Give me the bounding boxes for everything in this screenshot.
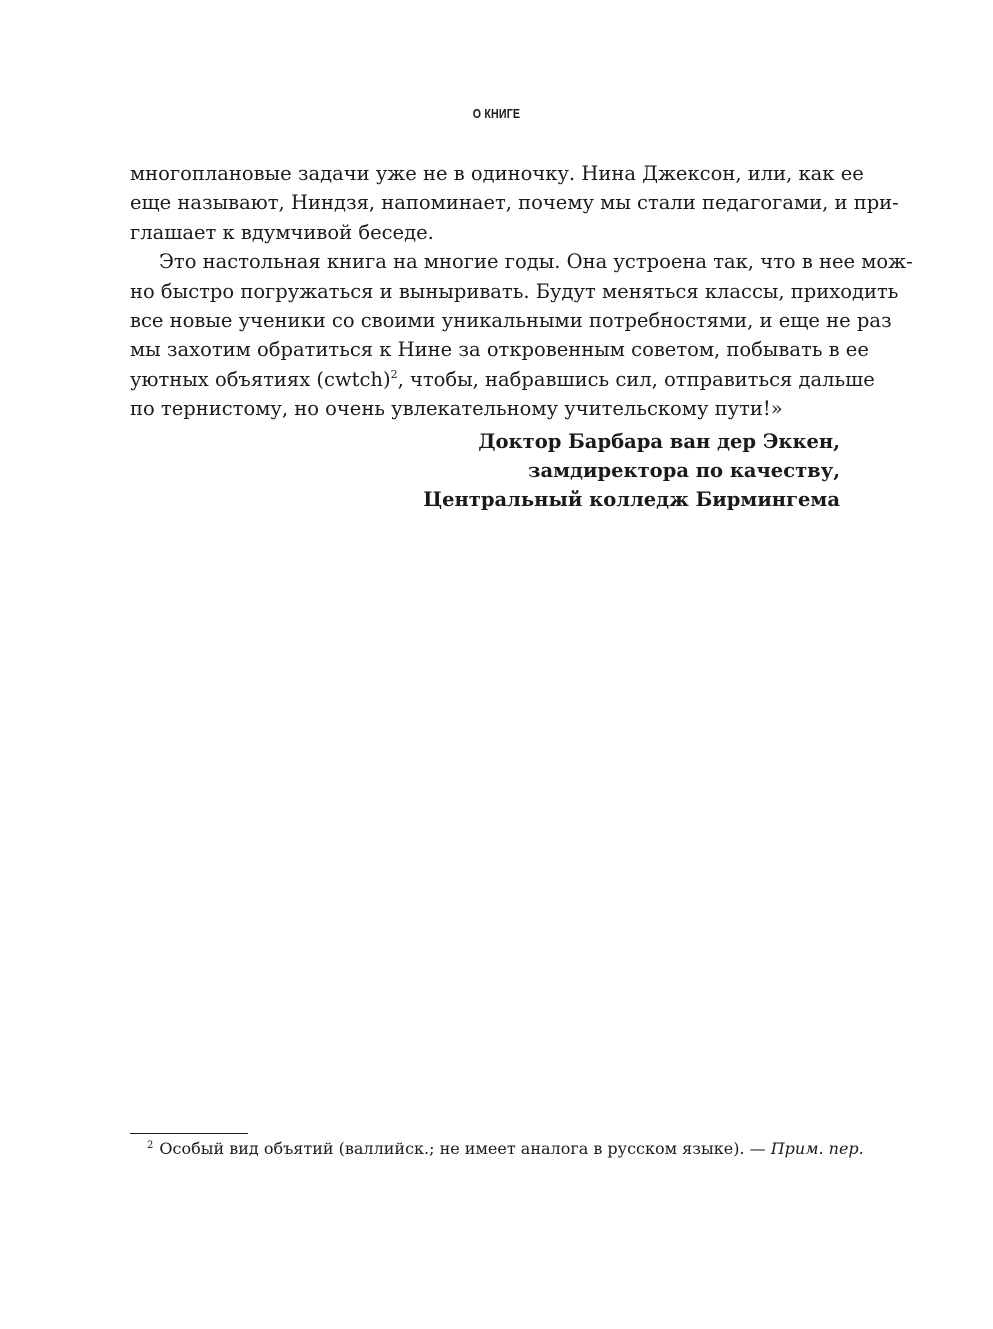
body-line: все новые ученики со своими уникальными потребностями, и еще не раз <box>130 309 892 333</box>
footnote-separator <box>130 1133 248 1134</box>
body-line: многоплановые задачи уже не в одиночку. Нина Джексон, или, как ее <box>130 162 864 185</box>
signature-organization: Центральный колледж Бирмингема <box>423 488 840 512</box>
body-line: мы захотим обратиться к Нине за откровенным советом, побывать в ее <box>130 338 869 362</box>
body-line-with-footnote-ref <box>130 365 875 394</box>
body-line: глашает к вдумчивой беседе. <box>130 220 434 244</box>
footnote-attribution: Прим. пер. <box>770 1139 864 1158</box>
footnote-reference: 2 <box>390 367 398 381</box>
main-text <box>130 159 913 515</box>
running-head: О КНИГЕ <box>472 106 521 121</box>
body-line: но быстро погружаться и выныривать. Будут меняться классы, приходить <box>130 279 899 303</box>
signature-role: замдиректора по качеству, <box>528 459 840 483</box>
body-text: уютных объятиях (cwtch) <box>130 367 391 391</box>
body-line: еще называют, Ниндзя, напоминает, почему мы стали педагогами, и при- <box>130 191 899 215</box>
body-line: по тернистому, но очень увлекательному учительскому пути!» <box>130 397 783 421</box>
footnote-marker: 2 <box>147 1140 154 1151</box>
footnote-text: Особый вид объятий (валлийск.; не имеет аналога в русском языке). — <box>159 1139 771 1158</box>
footnote <box>147 1137 864 1161</box>
body-text: , чтобы, набравшись сил, отправиться дальше <box>397 367 875 391</box>
signature-name: Доктор Барбара ван дер Эккен, <box>478 429 840 453</box>
signature-block <box>130 427 840 515</box>
body-line: Это настольная книга на многие годы. Она устроена так, что в нее мож- <box>159 250 913 274</box>
